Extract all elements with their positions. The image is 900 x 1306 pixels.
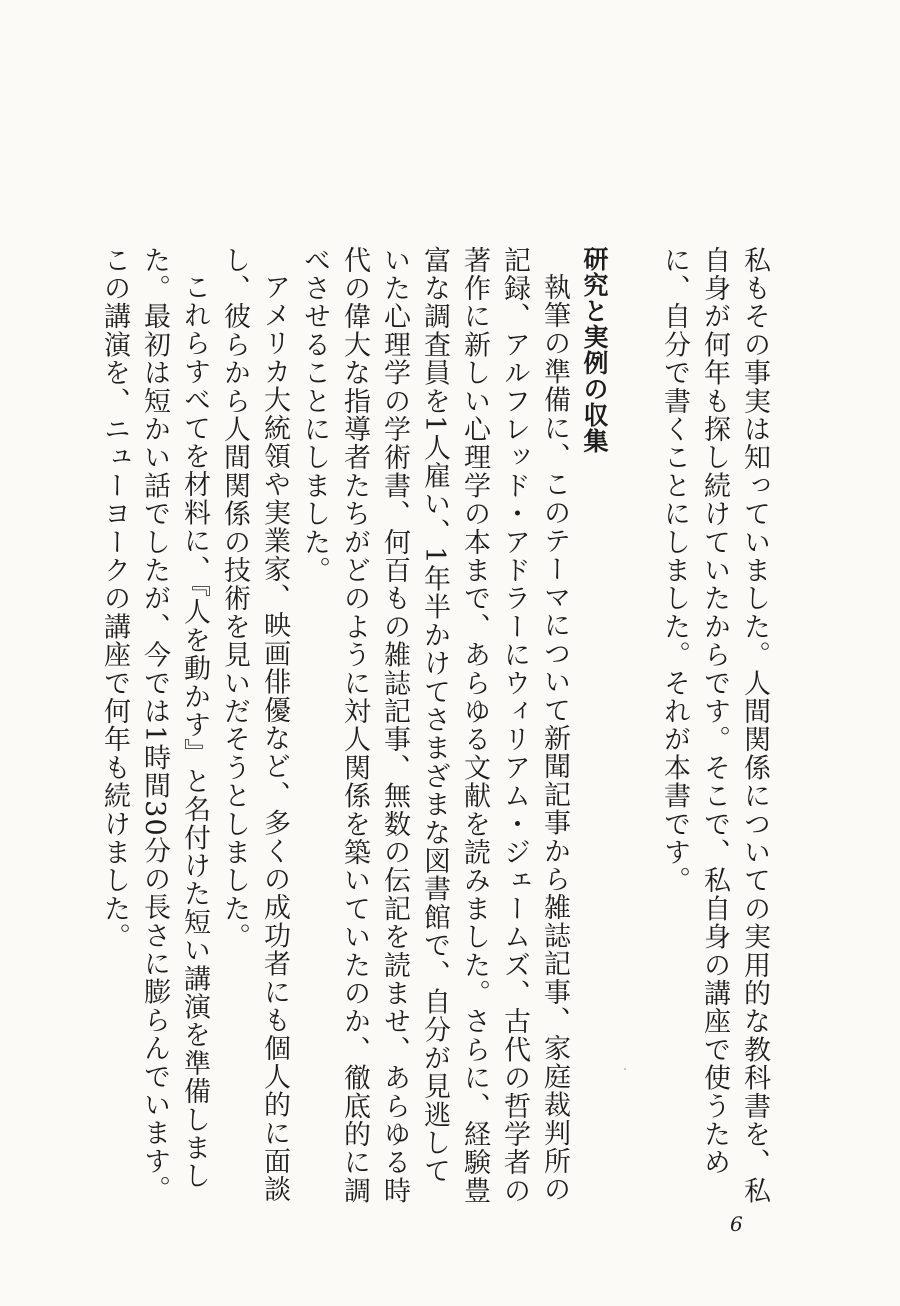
paragraph-lecture: これらすべてを材料に、『人を動かす』と名付けた短い講演を準備しました。最初は短かい話でしたが、今では1時間30分の長さに膨らんでいます。この講演を、ニューヨークの講座で何年も続けました。	[99, 246, 210, 1204]
body-text	[94, 246, 774, 1206]
page-number: 6	[730, 1212, 743, 1236]
paragraph-intro: 私もその事実は知っていました。人間関係についての実用的な教科書を、私自身が何年も探し続けていたからです。そこで、私自身の講座で使うために、自分で書くことにしました。それが本書です。	[659, 246, 770, 1205]
paragraph-research: 執筆の準備に、このテーマについて新聞記事から雑誌記事、家庭裁判所の記録、アルフレッド・アドラーにウィリアム・ジェームズ、古代の哲学者の著作に新しい心理学の本まで、あらゆる文献を読みました。さらに、経験豊富な調査員を1人雇い、1年半かけてさまざまな図書館で、自分が見逃していた心理学の学術書、何百もの雑誌記事、無数の伝記を読ませ、あらゆる時代の偉大な指導者たちがどのように対人関係を築いていたのか、徹底的に調べさせることにしました。	[299, 246, 570, 1205]
section-heading: 研究と実例の収集	[580, 246, 609, 454]
paragraph-interviews: アメリカ大統領や実業家、映画俳優など、多くの成功者にも個人的に面談し、彼らから人間関係の技術を見いだそうとしました。	[219, 246, 290, 1204]
scan-speck	[624, 1068, 626, 1070]
